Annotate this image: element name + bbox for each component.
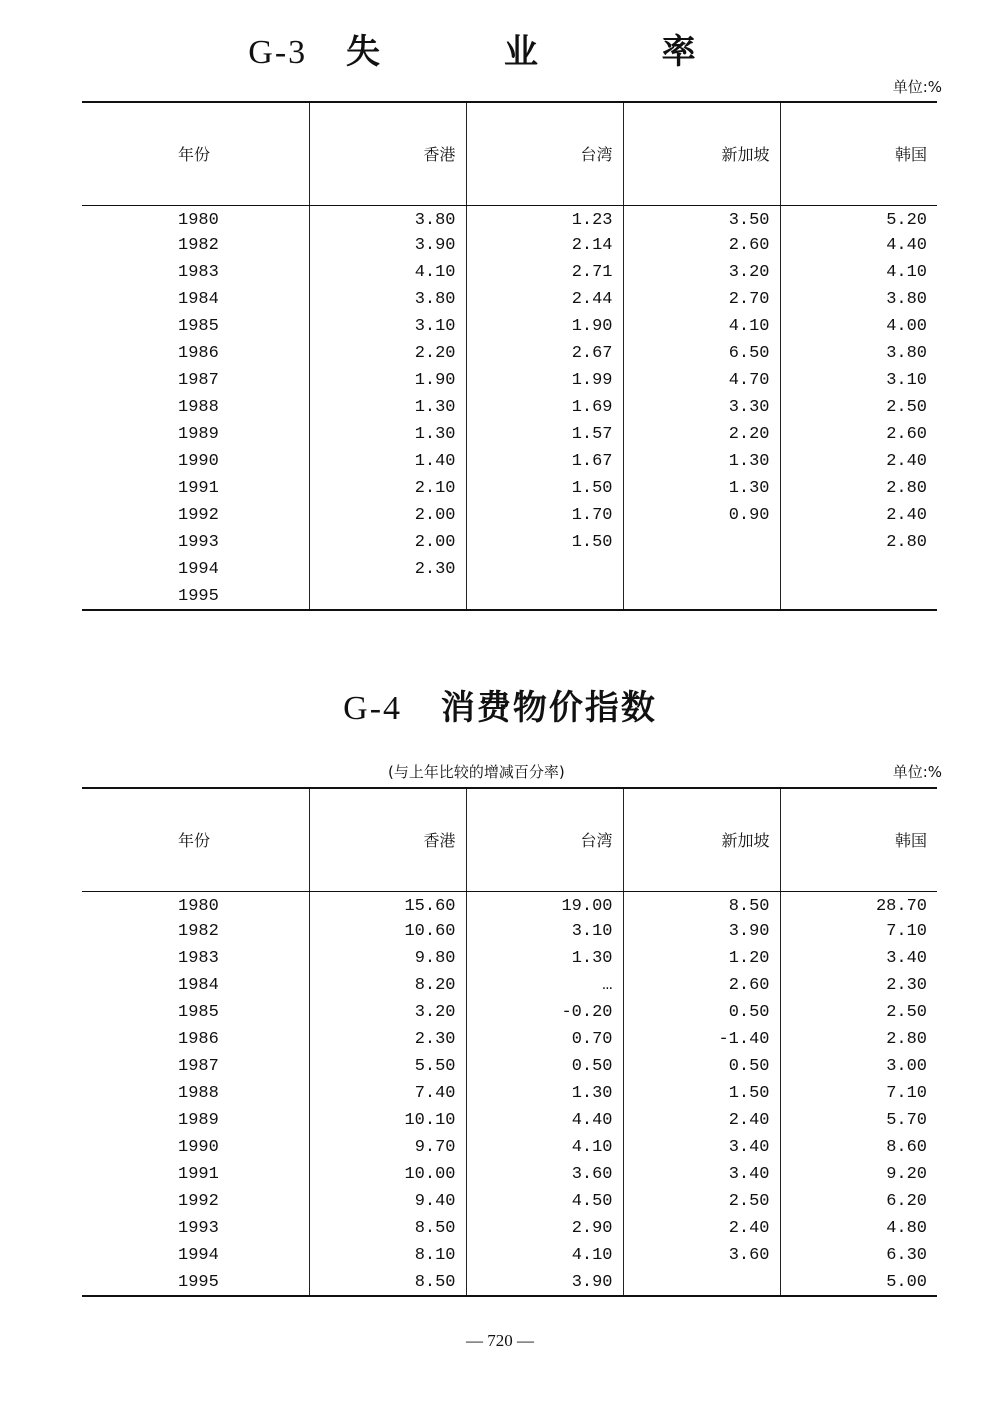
table-row <box>82 918 937 945</box>
table-row <box>82 1053 937 1080</box>
table-row <box>82 556 937 583</box>
cell-korea: 2.50 <box>780 999 937 1026</box>
cell-taiwan: 2.71 <box>466 259 623 286</box>
cell-singapore: 0.50 <box>623 1053 780 1080</box>
cell-year: 1984 <box>178 976 219 995</box>
cell-taiwan: 1.90 <box>466 313 623 340</box>
cell-korea: 28.70 <box>780 891 937 918</box>
cell-taiwan: -0.20 <box>466 999 623 1026</box>
table2-title <box>0 680 1000 729</box>
cell-singapore: 2.60 <box>623 972 780 999</box>
cell-singapore: 3.30 <box>623 394 780 421</box>
table1-title <box>0 24 1000 73</box>
table-row <box>82 1026 937 1053</box>
cell-korea: 2.40 <box>780 502 937 529</box>
cell-korea: 4.10 <box>780 259 937 286</box>
cell-year: 1995 <box>82 1269 309 1296</box>
cell-singapore: 1.20 <box>623 945 780 972</box>
cell-korea: 9.20 <box>780 1161 937 1188</box>
cell-taiwan: 19.00 <box>466 891 623 918</box>
table1-unit: 单位:% <box>892 78 942 96</box>
cell-korea: 2.50 <box>780 394 937 421</box>
cell-taiwan: 2.44 <box>466 286 623 313</box>
cell-hongkong: 2.00 <box>309 502 466 529</box>
cpi-table <box>82 787 937 1297</box>
table-row <box>82 502 937 529</box>
cell-year: 1993 <box>178 1219 219 1238</box>
header-singapore: 新加坡 <box>623 788 780 891</box>
table-row <box>82 259 937 286</box>
cell-taiwan: 1.70 <box>466 502 623 529</box>
cell-korea: 5.70 <box>780 1107 937 1134</box>
cell-taiwan: 4.10 <box>466 1134 623 1161</box>
cell-hongkong: 8.50 <box>309 1269 466 1296</box>
cell-singapore: -1.40 <box>623 1026 780 1053</box>
cell-year: 1982 <box>178 236 219 255</box>
cell-taiwan: 1.69 <box>466 394 623 421</box>
cell-singapore: 1.50 <box>623 1080 780 1107</box>
cell-singapore: 3.40 <box>623 1161 780 1188</box>
cell-hongkong: 9.40 <box>309 1188 466 1215</box>
cell-hongkong: 1.90 <box>309 367 466 394</box>
cell-korea: 4.00 <box>780 313 937 340</box>
cell-year: 1994 <box>178 1246 219 1265</box>
cell-hongkong: 2.30 <box>309 556 466 583</box>
cell-singapore: 2.20 <box>623 421 780 448</box>
cell-year: 1980 <box>178 211 219 231</box>
cell-taiwan: 3.60 <box>466 1161 623 1188</box>
cell-year: 1980 <box>178 897 219 917</box>
cell-year: 1994 <box>178 560 219 579</box>
cell-year: 1992 <box>178 1192 219 1211</box>
cell-korea: 5.00 <box>780 1269 937 1296</box>
header-year: 年份 <box>82 788 309 891</box>
cell-year: 1991 <box>178 1165 219 1184</box>
table-row <box>82 340 937 367</box>
cell-taiwan: 1.23 <box>466 205 623 232</box>
table2-unit: 单位:% <box>892 763 942 781</box>
cell-singapore: 2.40 <box>623 1107 780 1134</box>
table-row <box>82 448 937 475</box>
cell-singapore: 2.70 <box>623 286 780 313</box>
cell-hongkong: 8.10 <box>309 1242 466 1269</box>
page-number: — 720 — <box>466 1331 534 1350</box>
cell-hongkong: 3.80 <box>309 286 466 313</box>
cell-year: 1991 <box>178 479 219 498</box>
table-row <box>82 367 937 394</box>
cell-singapore: 0.50 <box>623 999 780 1026</box>
table-row <box>82 286 937 313</box>
cell-year: 1990 <box>178 1138 219 1157</box>
cell-taiwan: 3.90 <box>466 1269 623 1296</box>
cell-year: 1983 <box>178 263 219 282</box>
cell-singapore: 3.20 <box>623 259 780 286</box>
table-row <box>82 1188 937 1215</box>
header-year: 年份 <box>82 102 309 205</box>
cell-hongkong: 3.10 <box>309 313 466 340</box>
cell-taiwan: 0.70 <box>466 1026 623 1053</box>
table-row <box>82 999 937 1026</box>
cell-year: 1986 <box>178 1030 219 1049</box>
cell-singapore: 3.60 <box>623 1242 780 1269</box>
cell-year: 1988 <box>178 398 219 417</box>
table-header-row <box>82 788 937 891</box>
cell-taiwan: 2.67 <box>466 340 623 367</box>
table-row <box>82 1161 937 1188</box>
cell-singapore: 3.50 <box>623 205 780 232</box>
table-row <box>82 945 937 972</box>
table-row <box>82 205 937 232</box>
cell-taiwan: 4.10 <box>466 1242 623 1269</box>
cell-year: 1983 <box>178 949 219 968</box>
table-row <box>82 394 937 421</box>
cell-hongkong: 10.60 <box>309 918 466 945</box>
cell-hongkong: 5.50 <box>309 1053 466 1080</box>
cell-year: 1989 <box>178 425 219 444</box>
cell-singapore: 6.50 <box>623 340 780 367</box>
cell-year: 1985 <box>178 1003 219 1022</box>
cell-hongkong: 10.10 <box>309 1107 466 1134</box>
cell-hongkong: 3.90 <box>309 232 466 259</box>
cell-korea: 8.60 <box>780 1134 937 1161</box>
cell-singapore: 1.30 <box>623 475 780 502</box>
cell-hongkong <box>309 583 466 610</box>
header-korea: 韩国 <box>780 788 937 891</box>
cell-taiwan: 1.57 <box>466 421 623 448</box>
cell-taiwan: … <box>466 972 623 999</box>
table1-code: G-3 <box>248 34 308 71</box>
cell-hongkong: 9.80 <box>309 945 466 972</box>
cell-hongkong: 8.20 <box>309 972 466 999</box>
cell-singapore: 4.70 <box>623 367 780 394</box>
header-hongkong: 香港 <box>309 102 466 205</box>
cell-year: 1995 <box>82 583 309 610</box>
header-singapore: 新加坡 <box>623 102 780 205</box>
table-row <box>82 583 937 610</box>
cell-korea <box>780 583 937 610</box>
cell-singapore: 4.10 <box>623 313 780 340</box>
cell-singapore <box>623 556 780 583</box>
cell-year: 1987 <box>178 1057 219 1076</box>
table-row <box>82 891 937 918</box>
table-row <box>82 232 937 259</box>
table-row <box>82 1215 937 1242</box>
cell-korea: 4.80 <box>780 1215 937 1242</box>
cell-taiwan: 1.50 <box>466 475 623 502</box>
table-row <box>82 1242 937 1269</box>
table-row <box>82 1080 937 1107</box>
cell-year: 1987 <box>178 371 219 390</box>
cell-hongkong: 1.30 <box>309 394 466 421</box>
table2-note: (与上年比较的增减百分率) <box>388 763 565 781</box>
table1-name: 失 业 率 <box>346 32 752 72</box>
cell-korea: 3.80 <box>780 286 937 313</box>
cell-hongkong: 1.40 <box>309 448 466 475</box>
cell-year: 1984 <box>178 290 219 309</box>
cell-year: 1989 <box>178 1111 219 1130</box>
cell-taiwan: 4.40 <box>466 1107 623 1134</box>
cell-singapore <box>623 583 780 610</box>
cell-korea: 2.80 <box>780 1026 937 1053</box>
table2-name: 消费物价指数 <box>440 688 657 728</box>
table-row <box>82 1269 937 1296</box>
cell-korea: 2.80 <box>780 475 937 502</box>
cell-taiwan: 1.67 <box>466 448 623 475</box>
cell-taiwan <box>466 583 623 610</box>
cell-singapore: 8.50 <box>623 891 780 918</box>
cell-hongkong: 2.00 <box>309 529 466 556</box>
cell-hongkong: 3.80 <box>309 205 466 232</box>
cell-korea: 2.40 <box>780 448 937 475</box>
cell-korea: 2.60 <box>780 421 937 448</box>
cell-singapore: 2.50 <box>623 1188 780 1215</box>
cell-hongkong: 2.20 <box>309 340 466 367</box>
table-row <box>82 1107 937 1134</box>
cell-taiwan: 1.50 <box>466 529 623 556</box>
cell-singapore: 3.40 <box>623 1134 780 1161</box>
cell-year: 1990 <box>178 452 219 471</box>
cell-hongkong: 4.10 <box>309 259 466 286</box>
header-korea: 韩国 <box>780 102 937 205</box>
cell-hongkong: 9.70 <box>309 1134 466 1161</box>
cell-taiwan: 4.50 <box>466 1188 623 1215</box>
cell-taiwan: 0.50 <box>466 1053 623 1080</box>
cell-year: 1985 <box>178 317 219 336</box>
cell-hongkong: 7.40 <box>309 1080 466 1107</box>
cell-singapore: 3.90 <box>623 918 780 945</box>
table-row <box>82 529 937 556</box>
header-taiwan: 台湾 <box>466 102 623 205</box>
header-taiwan: 台湾 <box>466 788 623 891</box>
header-hongkong: 香港 <box>309 788 466 891</box>
cell-year: 1986 <box>178 344 219 363</box>
cell-taiwan: 2.90 <box>466 1215 623 1242</box>
cell-hongkong: 3.20 <box>309 999 466 1026</box>
cell-korea: 6.30 <box>780 1242 937 1269</box>
cell-taiwan: 1.30 <box>466 1080 623 1107</box>
cell-taiwan: 3.10 <box>466 918 623 945</box>
table-row <box>82 972 937 999</box>
table-row <box>82 475 937 502</box>
cell-korea: 3.40 <box>780 945 937 972</box>
cell-korea: 3.00 <box>780 1053 937 1080</box>
cell-korea: 2.80 <box>780 529 937 556</box>
cell-singapore <box>623 1269 780 1296</box>
cell-hongkong: 1.30 <box>309 421 466 448</box>
cell-taiwan: 1.30 <box>466 945 623 972</box>
cell-hongkong: 2.10 <box>309 475 466 502</box>
cell-year: 1992 <box>178 506 219 525</box>
cell-korea: 6.20 <box>780 1188 937 1215</box>
cell-korea: 7.10 <box>780 1080 937 1107</box>
cell-korea: 3.80 <box>780 340 937 367</box>
cell-taiwan: 1.99 <box>466 367 623 394</box>
table-header-row <box>82 102 937 205</box>
cell-singapore: 2.40 <box>623 1215 780 1242</box>
table2-code: G-4 <box>343 690 403 727</box>
cell-singapore <box>623 529 780 556</box>
cell-hongkong: 15.60 <box>309 891 466 918</box>
cell-korea: 3.10 <box>780 367 937 394</box>
table-row <box>82 421 937 448</box>
cell-korea: 2.30 <box>780 972 937 999</box>
cell-korea: 4.40 <box>780 232 937 259</box>
cell-singapore: 0.90 <box>623 502 780 529</box>
cell-singapore: 1.30 <box>623 448 780 475</box>
table-row <box>82 313 937 340</box>
cell-korea: 7.10 <box>780 918 937 945</box>
cell-hongkong: 2.30 <box>309 1026 466 1053</box>
cell-hongkong: 10.00 <box>309 1161 466 1188</box>
cell-taiwan <box>466 556 623 583</box>
cell-hongkong: 8.50 <box>309 1215 466 1242</box>
cell-year: 1982 <box>178 922 219 941</box>
unemployment-table <box>82 101 937 611</box>
table-row <box>82 1134 937 1161</box>
cell-taiwan: 2.14 <box>466 232 623 259</box>
cell-singapore: 2.60 <box>623 232 780 259</box>
cell-korea: 5.20 <box>780 205 937 232</box>
cell-year: 1993 <box>178 533 219 552</box>
cell-korea <box>780 556 937 583</box>
cell-year: 1988 <box>178 1084 219 1103</box>
